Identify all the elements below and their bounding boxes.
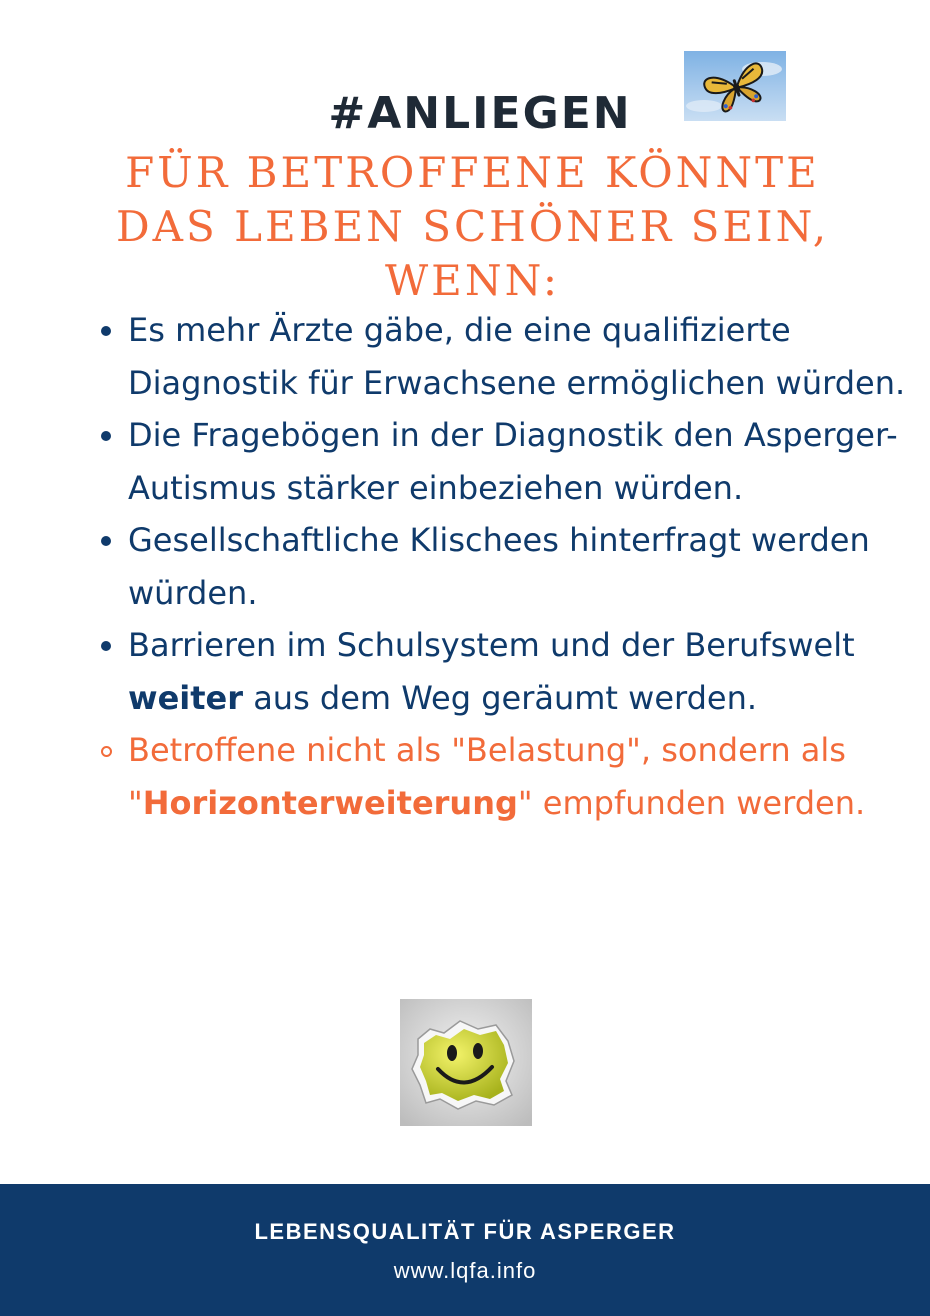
footer-url-link[interactable]: www.lqfa.info xyxy=(393,1258,537,1283)
list-item xyxy=(0,514,930,619)
page-title: #ANLIEGEN xyxy=(328,88,632,139)
bullet-icon xyxy=(101,326,111,336)
list-item-text: " empfunden werden. xyxy=(517,783,866,822)
emphasis-text: Horizonterweiterung xyxy=(142,783,518,822)
smiley-image xyxy=(400,999,532,1126)
bullet-icon xyxy=(101,431,111,441)
subtitle-line: WENN: xyxy=(385,256,560,305)
list-item-text: Betroffene nicht als "Belastung", sondern als " xyxy=(128,731,846,822)
list-item xyxy=(0,409,930,514)
list-item-highlight xyxy=(0,724,930,829)
butterfly-image xyxy=(684,51,786,121)
emphasis-text: weiter xyxy=(128,678,244,717)
list-item xyxy=(0,619,930,724)
list-item xyxy=(0,304,930,409)
bullet-icon xyxy=(101,536,111,546)
list-item-text: Es mehr Ärzte gäbe, die eine qualifizierte Diagnostik für Erwachsene ermöglichen würden. xyxy=(128,311,906,402)
footer xyxy=(0,1184,930,1316)
page-subtitle xyxy=(0,146,930,308)
list-item-text: Gesellschaftliche Klischees hinterfragt werden würden. xyxy=(128,521,870,612)
list-item-text: Barrieren im Schulsystem und der Berufswelt xyxy=(128,626,855,664)
subtitle-line: FÜR BETROFFENE KÖNNTE xyxy=(125,148,820,197)
subtitle-line: DAS LEBEN SCHÖNER SEIN, xyxy=(115,202,830,251)
bullet-icon xyxy=(101,641,111,651)
list-item-text: Die Fragebögen in der Diagnostik den Asperger-Autismus stärker einbeziehen würden. xyxy=(128,416,898,507)
wish-list xyxy=(0,304,930,829)
footer-title: LEBENSQUALITÄT FÜR ASPERGER xyxy=(254,1219,676,1244)
list-item-text: aus dem Weg geräumt werden. xyxy=(243,678,758,717)
bullet-icon xyxy=(101,746,112,757)
